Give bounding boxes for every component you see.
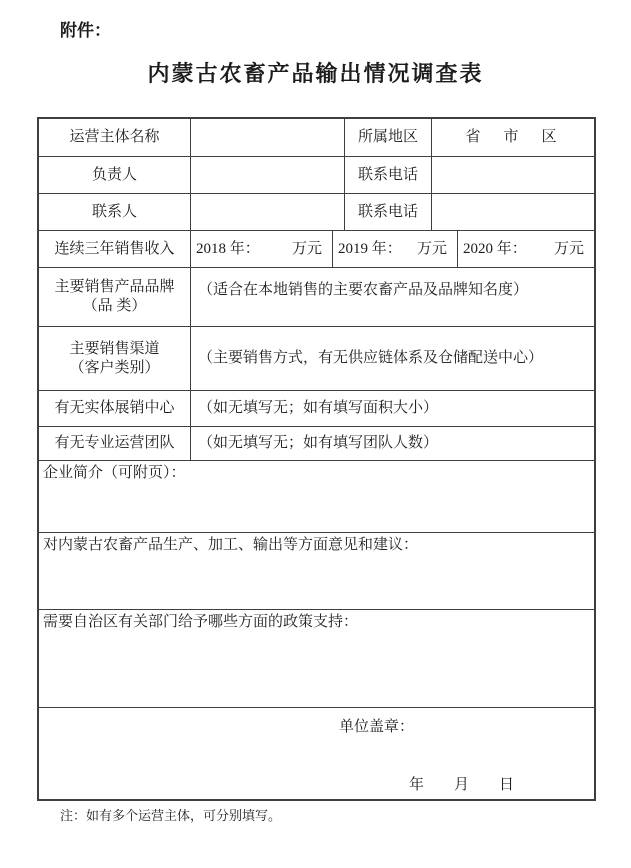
suggestions-row[interactable]: 对内蒙古农畜产品生产、加工、输出等方面意见和建议： [39, 532, 594, 609]
operation-team-hint-cell[interactable]: （如无填写无；如有填写团队人数） [190, 427, 594, 460]
table-row [39, 156, 594, 193]
operator-name-label: 运营主体名称 [69, 129, 160, 146]
brand-row [39, 267, 594, 326]
operation-team-row [39, 426, 594, 460]
year-2019-label: 2019 年： [338, 240, 402, 257]
channel-row [39, 326, 594, 390]
policy-support-row[interactable]: 需要自治区有关部门给予哪些方面的政策支持： [39, 609, 594, 707]
brand-label-line1: 主要销售产品品牌 [54, 279, 175, 296]
brand-hint-cell[interactable]: （适合在本地销售的主要农畜产品及品牌知名度） [190, 268, 594, 326]
region-label: 所属地区 [344, 119, 431, 156]
unit-label: 万元 [416, 240, 447, 257]
brand-label-line2: （品 类） [82, 298, 147, 314]
exhibition-center-row [39, 390, 594, 426]
operator-name-input-cell[interactable] [190, 119, 344, 156]
brand-label [39, 268, 190, 326]
exhibition-center-label: 有无实体展销中心 [54, 400, 175, 417]
exhibition-center-hint-cell[interactable]: （如无填写无；如有填写面积大小） [190, 391, 594, 426]
revenue-row [39, 230, 594, 267]
channel-label [39, 327, 190, 390]
region-value[interactable]: 省 市 区 [431, 119, 594, 156]
footnote: 注：如有多个运营主体，可分别填写。 [60, 808, 282, 823]
date-day: 日 [499, 777, 515, 793]
operation-team-label: 有无专业运营团队 [54, 435, 175, 452]
unit-label: 万元 [553, 240, 584, 257]
table-row [39, 193, 594, 230]
page-title: 内蒙古农畜产品输出情况调查表 [147, 61, 484, 86]
date-year: 年 [409, 777, 425, 793]
year-2018-label: 2018 年： [196, 240, 260, 257]
survey-form-table [37, 117, 596, 801]
contact-label: 联系人 [91, 203, 137, 220]
channel-label-line1: 主要销售渠道 [69, 340, 160, 357]
principal-phone-input-cell[interactable] [431, 157, 594, 193]
company-profile-row[interactable]: 企业简介（可附页）： [39, 460, 594, 532]
revenue-2018-cell[interactable] [190, 231, 332, 267]
channel-label-line2: （客户类别） [69, 359, 160, 376]
unit-label: 万元 [291, 240, 322, 257]
contact-phone-input-cell[interactable] [431, 194, 594, 230]
principal-label: 负责人 [91, 166, 137, 183]
channel-hint-cell[interactable]: （主要销售方式，有无供应链体系及仓储配送中心） [190, 327, 594, 390]
principal-input-cell[interactable] [190, 157, 344, 193]
revenue-2020-cell[interactable] [457, 231, 594, 267]
contact-input-cell[interactable] [190, 194, 344, 230]
revenue-2019-cell[interactable] [332, 231, 457, 267]
principal-phone-label: 联系电话 [344, 157, 431, 193]
signature-row [39, 707, 594, 799]
table-row [39, 119, 594, 156]
year-2020-label: 2020 年： [463, 240, 527, 257]
contact-phone-label: 联系电话 [344, 194, 431, 230]
date-month: 月 [454, 777, 470, 793]
revenue-label: 连续三年销售收入 [54, 240, 175, 257]
attachment-label: 附件： [60, 21, 111, 40]
date-line[interactable] [409, 773, 514, 794]
stamp-label: 单位盖章： [339, 719, 415, 735]
